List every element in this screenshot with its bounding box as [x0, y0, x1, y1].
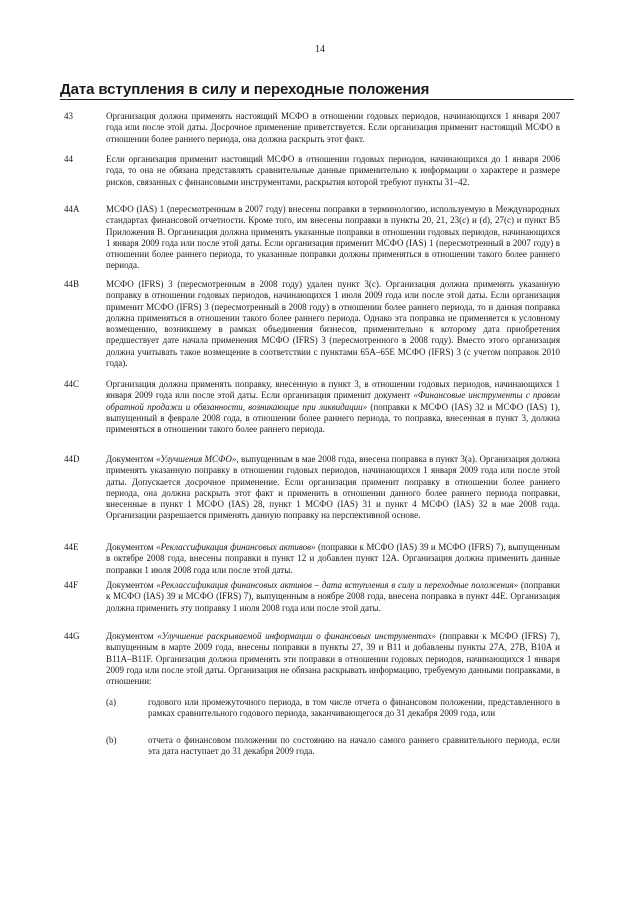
paragraph-text [106, 580, 560, 614]
subitem-letter: (b) [106, 735, 117, 745]
paragraph-number: 44B [64, 279, 80, 289]
subitem-text: отчета о финансовом положении по состоянию на начало самого раннего сравнительного периода, если эта дата наступает до 31 декабря 2009 года. [148, 735, 560, 757]
paragraph-text-part: (поправки к МСФО (IAS) 32 и МСФО (IAS) 1), выпущенный в феврале 2008 года, в отношении более раннего периода, то поправка, внесенная в пункт 3, должна применяться в отношении такого более раннего периода. [106, 401, 560, 435]
paragraph-number: 44D [64, 454, 80, 464]
paragraph-number: 44E [64, 542, 79, 552]
subitem-text: годового или промежуточного периода, в том числе отчета о финансовом положении, представленного в рамках сравнительного годового периода, заканчивающегося до 31 декабря 2009 года, или [148, 697, 560, 719]
title-underline [60, 99, 574, 100]
paragraph-text-part: (поправки к МСФО (IFRS) 7), выпущенным в марте 2009 года, внесены поправки в пункты 27, 39 и B11 и добавлены пункты 27A, 27B, B10A и B11A–B11F. Организация должна применять эти поправки в отношении годовых периодов, начинающихся 1 января 2009 года или после этой даты. Организация не обязана раскрывать информацию, требуемую данными поправками, в отношении: [106, 631, 560, 687]
paragraph-text: МСФО (IFRS) 3 (пересмотренным в 2008 году) удален пункт 3(c). Организация должна применять указанную поправку в отношении годовых периодов, начинающихся 1 июля 2009 года или после этой даты. Если организация применит МСФО (IFRS) 3 (пересмотренный в 2008 году) в отношении более раннего периода, то и данная поправка должна применяться в отношении такого более раннего периода. Однако эта поправка не применяется к условному возмещению, возникшему в рамках объединения бизнесов, применительно к которому дата приобретения предшествует дате начала применения МСФО (IFRS) 3 (пересмотренного в 2008 году). Вместо этого организация должна учитывать такое возмещение в соответствии с пунктами 65A–65E МСФО (IFRS) 3 (с учетом поправок 2010 года). [106, 279, 560, 369]
document-title-italic: «Улучшение раскрываемой информации о финансовых инструментах» [157, 631, 436, 641]
paragraph-text-part: Документом [106, 542, 157, 552]
subitem-letter: (a) [106, 697, 116, 707]
document-title-italic: «Финансовые инструменты с правом обратной продажи и обязанности, возникающие при ликвидации» [106, 390, 561, 412]
paragraph-number: 44G [64, 631, 80, 641]
section-title: Дата вступления в силу и переходные положения [60, 81, 430, 98]
paragraph-text-part: Документом [106, 631, 158, 641]
paragraph-number: 44 [64, 154, 73, 164]
paragraph-number: 43 [64, 111, 73, 121]
paragraph-number: 44A [64, 204, 80, 214]
page-number: 14 [315, 44, 325, 55]
paragraph-text: МСФО (IAS) 1 (пересмотренным в 2007 году) внесены поправки в терминологию, используемую в Международных стандартах финансовой отчетности. Кроме того, им внесены поправки в пункты 20, 21, 23(c) и (d), 27(c) и пункт B5 Приложения B. Организация должна применять указанные поправки в отношении годовых периодов, начинающихся 1 января 2009 года или после этой даты. Если организация применит МСФО (IAS) 1 (пересмотренный в 2007 году) в отношении более раннего периода, то указанные поправки должны применяться в отношении такого более раннего периода. [106, 204, 560, 271]
paragraph-text-part: , выпущенным в мае 2008 года, внесена поправка в пункт 3(a). Организация должна применять указанную поправку в отношении годовых периодов, начинающихся 1 января 2009 года или после этой даты. Допускается досрочное применение. Если организация применит поправку в отношении более раннего периода, она должна раскрыть этот факт и применить в отношении данного более раннего периода поправки, внесенные в пункт 1 МСФО (IAS) 28, пункт 1 МСФО (IAS) 31 и пункт 4 МСФО (IAS) 32 в мае 2008 года. Организации разрешается применять данную поправку на перспективной основе. [106, 454, 560, 521]
paragraph-text: Если организация применит настоящий МСФО в отношении годовых периодов, начинающихся до 1 января 2006 года, то она не обязана представлять сравнительные данные применительно к информации о характере и размере рисков, связанных с финансовыми инструментами, раскрытия которой требуют пункты 31–42. [106, 154, 560, 187]
paragraph-text [106, 631, 560, 687]
paragraph-text [106, 542, 560, 576]
document-title-italic: «Улучшения МСФО» [155, 454, 237, 464]
paragraph-text [106, 454, 560, 522]
paragraph-text-part: Документом [106, 580, 157, 590]
paragraph-number: 44F [64, 580, 79, 590]
document-title-italic: «Реклассификация финансовых активов» [156, 542, 316, 552]
paragraph-text [106, 379, 560, 435]
paragraph-text-part: Документом [106, 454, 156, 464]
paragraph-text-part: (поправки к МСФО (IAS) 39 и МСФО (IFRS) 7), выпущенным в ноябре 2008 года, внесена поправка в пункт 44E. Организация должна применить эту поправку 1 июля 2008 года или после этой даты. [106, 580, 560, 613]
paragraph-text-part: (поправки к МСФО (IAS) 39 и МСФО (IFRS) 7), выпущенным в октябре 2008 года, внесены поправки в пункт 12 и добавлен пункт 12A. Организация должна применить данные поправки 1 июля 2008 года или после этой даты. [106, 542, 560, 575]
paragraph-text: Организация должна применять настоящий МСФО в отношении годовых периодов, начинающихся 1 января 2007 года или после этой даты. Досрочное применение приветствуется. Если организация применит настоящий МСФО в отношении более раннего периода, она должна раскрыть этот факт. [106, 111, 560, 144]
document-title-italic: «Реклассификация финансовых активов – дата вступления в силу и переходные положения» [156, 580, 519, 590]
paragraph-number: 44C [64, 379, 80, 389]
paragraph-text-part: Организация должна применять поправку, внесенную в пункт 3, в отношении годовых периодов, начинающихся 1 января 2009 года или после этой даты. Если организация применит документ [106, 379, 560, 401]
